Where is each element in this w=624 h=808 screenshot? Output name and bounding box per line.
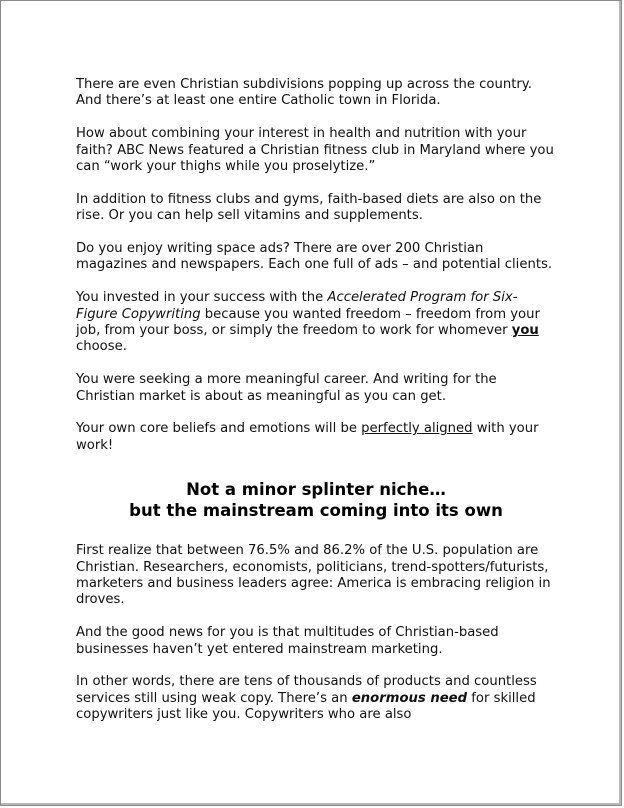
paragraph-meaningful-career: You were seeking a more meaningful career. And writing for the Christian market is about as meaningful as you can get. bbox=[76, 372, 497, 404]
underlined-phrase: perfectly aligned bbox=[361, 421, 473, 437]
paragraph-faith-based-diets: In addition to fitness clubs and gyms, faith-based diets are also on the rise. Or you can help sell vitamins and supplements. bbox=[76, 191, 542, 224]
program-title: Accelerated Program for Six-Figure Copywriting bbox=[76, 290, 518, 322]
paragraph-fitness-club: How about combining your interest in health and nutrition with your faith? ABC News featured a Christian fitness club in Maryland where you can “work your thighs while you proselytize.” bbox=[76, 126, 554, 175]
paragraph-space-ads: Do you enjoy writing space ads? There are over 200 Christian magazines and newspapers. Each one full of ads – and potential clients. bbox=[76, 241, 553, 273]
text-run: In other words, there are tens of thousands of products and countless services still using weak copy. There’s an bbox=[76, 674, 537, 706]
document-body bbox=[76, 77, 556, 740]
heading-line-2: but the mainstream coming into its own bbox=[129, 501, 503, 521]
heading-line-1: Not a minor splinter niche… bbox=[186, 480, 446, 500]
text-run: Your own core beliefs and emotions will be bbox=[76, 421, 362, 437]
paragraph-good-news: And the good news for you is that multitudes of Christian-based businesses haven’t yet entered mainstream marketing. bbox=[76, 625, 499, 657]
paragraph-enormous-need bbox=[76, 674, 556, 723]
emphasis-you: you bbox=[511, 323, 539, 339]
text-run: You invested in your success with the bbox=[76, 290, 328, 306]
section-heading bbox=[76, 479, 556, 521]
paragraph-population-statistics: First realize that between 76.5% and 86.2% of the U.S. population are Christian. Researchers, economists, politicians, trend-spotters/futurists, marketers and business leaders agree: America is embracing religion in droves. bbox=[76, 543, 551, 608]
text-run: choose. bbox=[76, 339, 127, 355]
emphasis-enormous-need: enormous need bbox=[351, 690, 468, 706]
paragraph-christian-subdivisions: There are even Christian subdivisions popping up across the country. And there’s at least one entire Catholic town in Florida. bbox=[76, 77, 532, 109]
text-run: for skilled copywriters just like you. Copywriters who are also bbox=[76, 690, 536, 723]
text-run: because you wanted freedom – freedom from your job, from your boss, or simply the freedom to work for whomever bbox=[76, 306, 540, 339]
paragraph-core-beliefs bbox=[76, 421, 556, 454]
paragraph-invested-success bbox=[76, 290, 556, 356]
text-run: with your work! bbox=[76, 421, 539, 453]
